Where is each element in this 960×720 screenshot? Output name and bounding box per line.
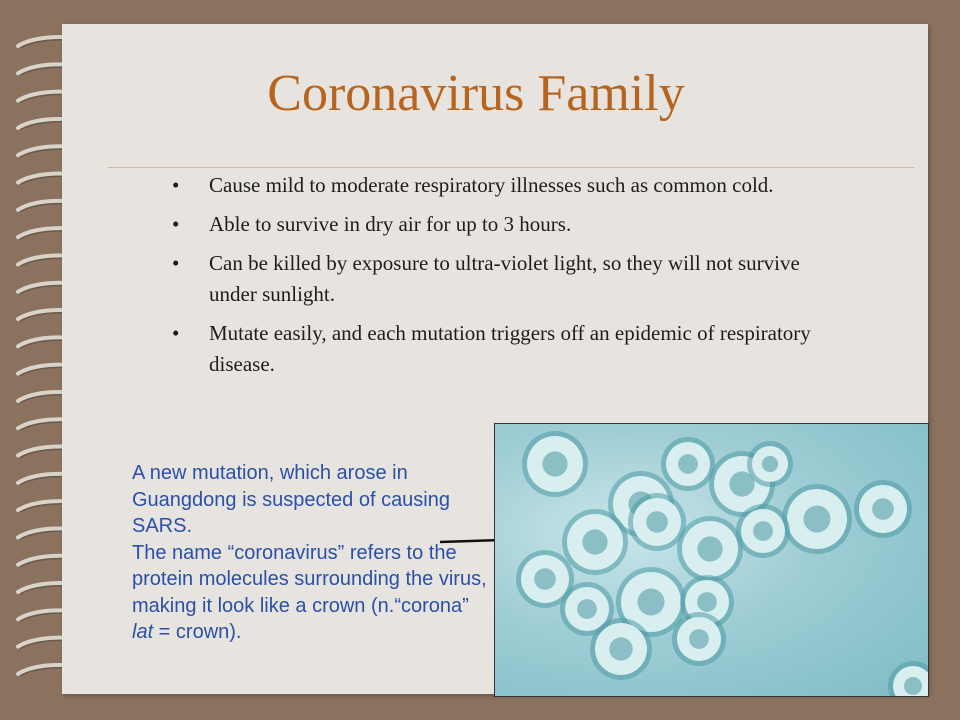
bullet-item bbox=[172, 209, 842, 240]
virion bbox=[888, 661, 928, 696]
note-text-end: = crown). bbox=[153, 621, 242, 643]
virion bbox=[854, 480, 912, 538]
bullet-text: Able to survive in dry air for up to 3 hours. bbox=[209, 212, 572, 236]
virion bbox=[747, 441, 793, 487]
virion bbox=[628, 493, 686, 551]
bullet-dot: • bbox=[172, 321, 180, 345]
bullet-dot: • bbox=[172, 173, 180, 197]
bullet-item bbox=[172, 318, 842, 380]
bullet-dot: • bbox=[172, 251, 180, 275]
bullet-text: Mutate easily, and each mutation triggers off an epidemic of respiratory disease. bbox=[209, 321, 811, 376]
bullet-text: Can be killed by exposure to ultra-violet light, so they will not survive under sunlight. bbox=[209, 251, 800, 306]
virion bbox=[590, 618, 652, 680]
note-text: The name “coronavirus” refers to the protein molecules surrounding the virus, making it look like a crown (n.“corona” bbox=[132, 541, 487, 617]
virus-micrograph-icon bbox=[494, 423, 929, 697]
slide-title: Coronavirus Family bbox=[267, 65, 685, 122]
virion bbox=[522, 431, 588, 497]
title-divider bbox=[108, 167, 914, 168]
virion bbox=[677, 516, 743, 582]
note-paragraph-2 bbox=[132, 540, 492, 646]
virion bbox=[782, 484, 852, 554]
bullet-text: Cause mild to moderate respiratory illnesses such as common cold. bbox=[209, 173, 774, 197]
sars-note bbox=[132, 460, 492, 646]
virion bbox=[736, 504, 790, 558]
virion bbox=[672, 612, 726, 666]
virion bbox=[562, 509, 628, 575]
bullet-item bbox=[172, 170, 842, 201]
bullet-item bbox=[172, 248, 842, 310]
note-paragraph-1: A new mutation, which arose in Guangdong is suspected of causing SARS. bbox=[132, 462, 450, 537]
note-italic: lat bbox=[132, 621, 154, 643]
bullet-list bbox=[172, 170, 842, 388]
bullet-dot: • bbox=[172, 212, 180, 236]
virion bbox=[661, 437, 715, 491]
